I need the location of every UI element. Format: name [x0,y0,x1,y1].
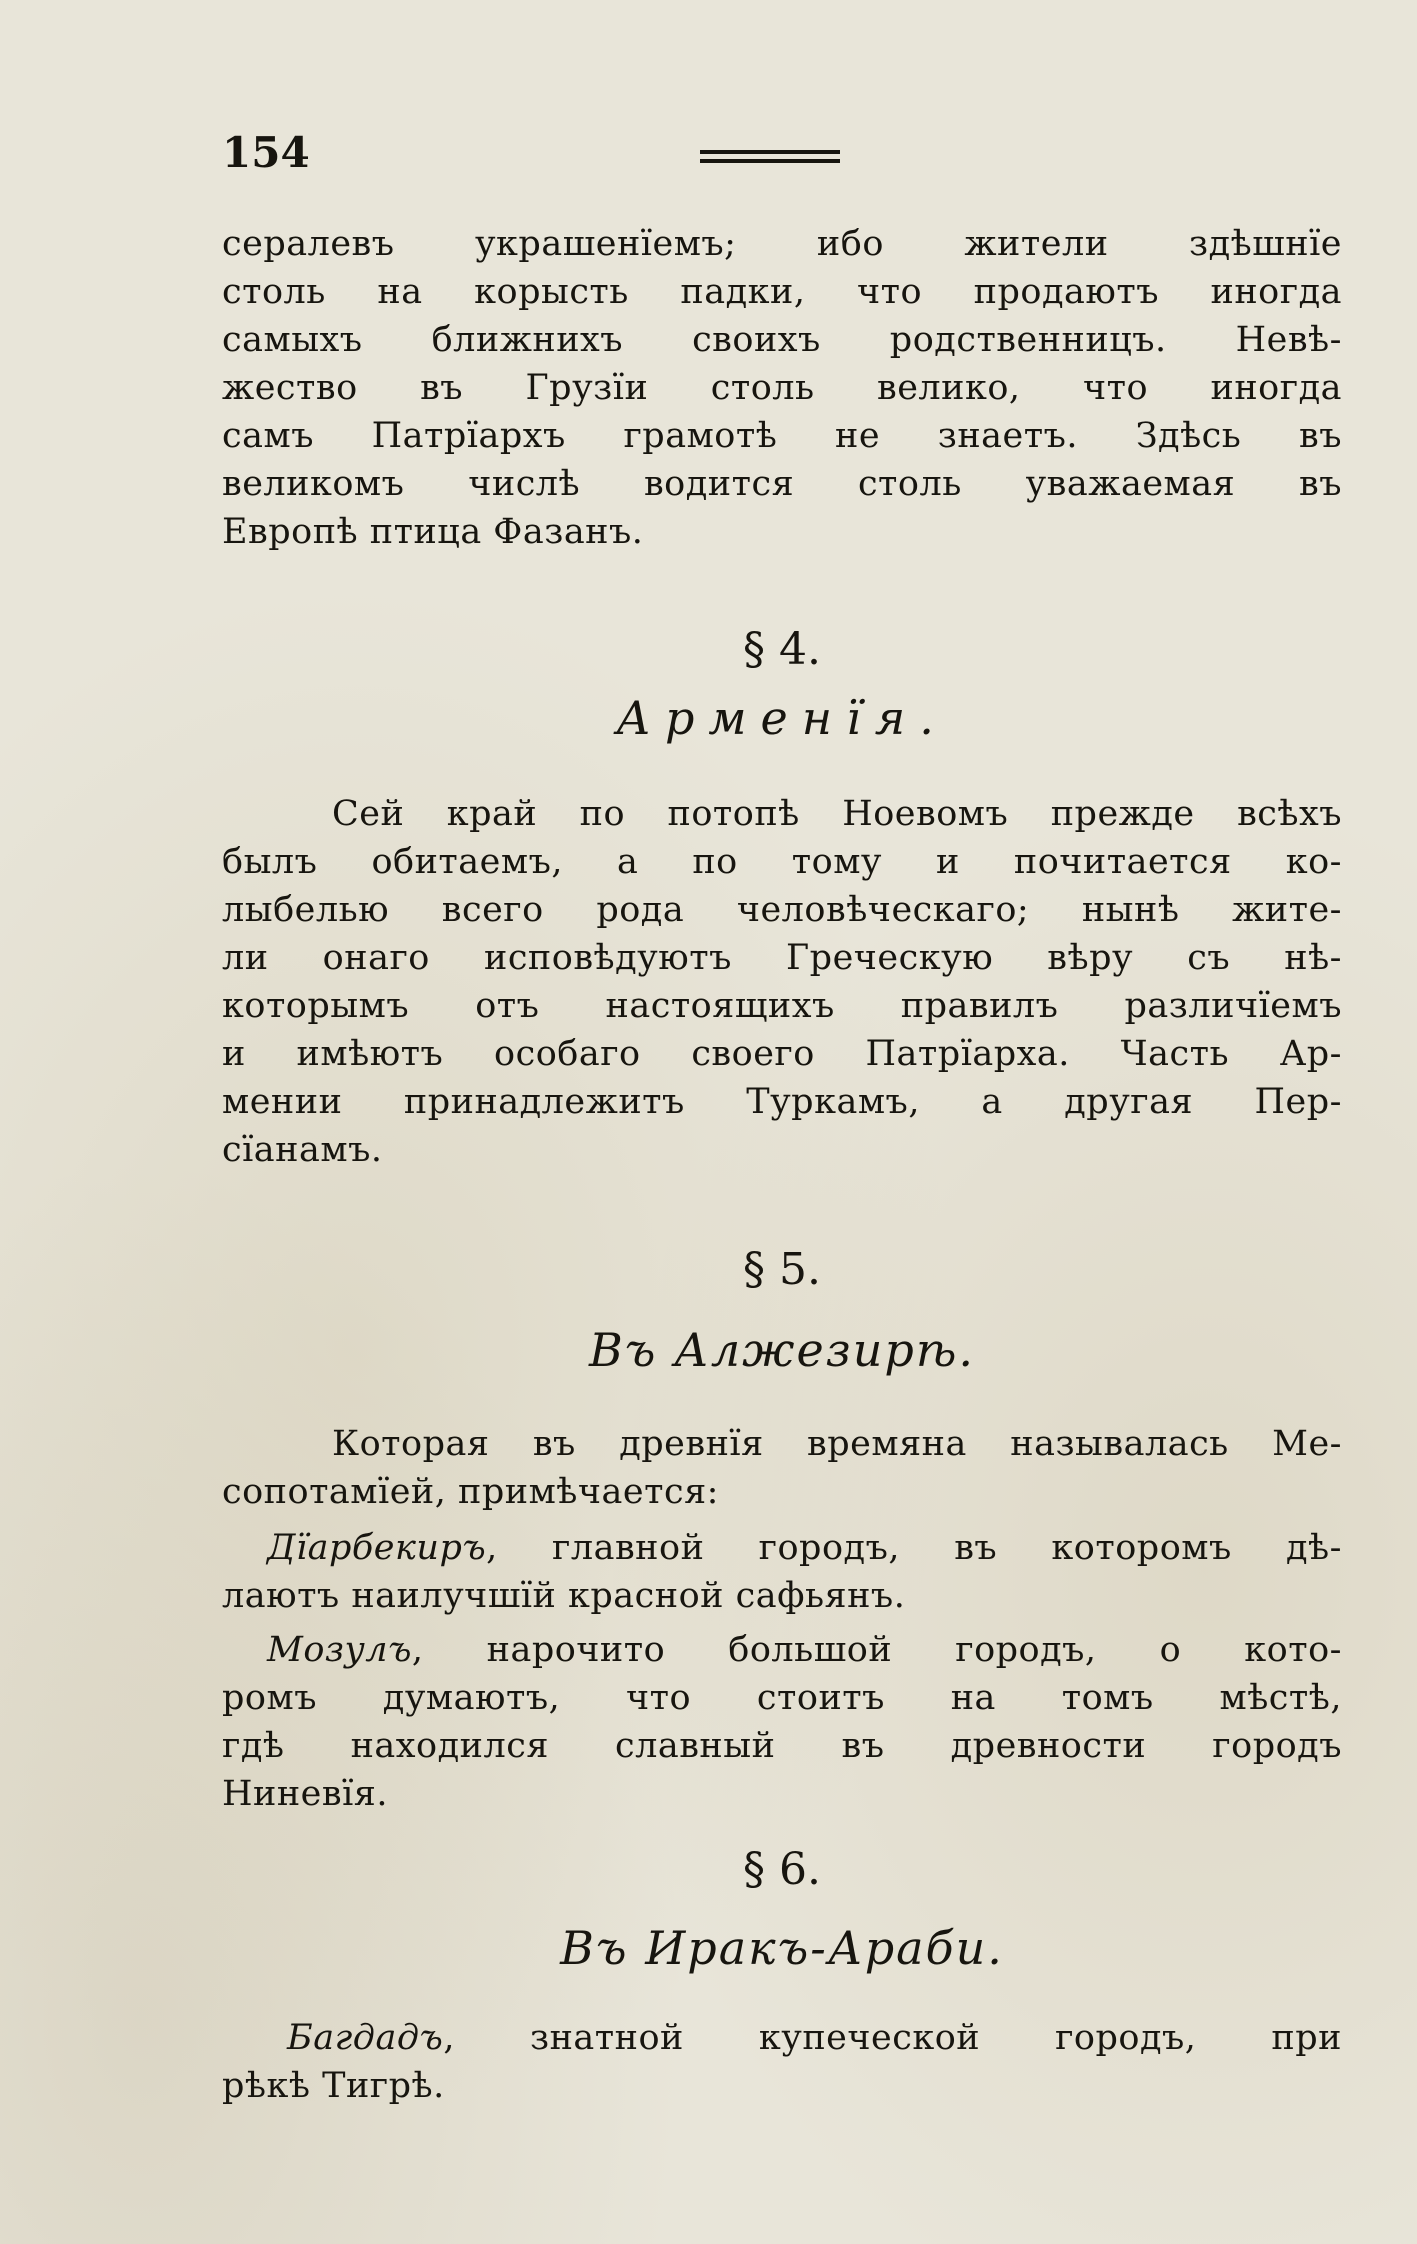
section-6 [222,1840,1342,2110]
text-line: самъ Патрїархъ грамотѣ не знаетъ. Здѣсь въ [222,416,1342,456]
text-line [222,1626,1342,1674]
text-line: гдѣ находился славный въ древности городъ [222,1726,1342,1766]
section-number: § 5. [743,1244,821,1295]
text-line: которымъ отъ настоящихъ правилъ различїемъ [222,986,1342,1026]
place-name: Дїарбекиръ [267,1528,487,1568]
text-line: Которая въ древнїя времяна называлась Ме- [332,1424,1342,1464]
text-line: Сей край по потопѣ Ноевомъ прежде всѣхъ [332,794,1342,834]
text-line: ромъ думаютъ, что стоитъ на томъ мѣстѣ, [222,1678,1342,1718]
text-line: лаютъ наилучшїй красной сафьянъ. [222,1576,906,1616]
place-name: Багдадъ [287,2018,444,2058]
text-line: Ниневїя. [222,1774,388,1814]
text-line [222,2014,1342,2062]
entry-diarbekir [222,1524,1342,1620]
text-line: лыбелью всего рода человѣческаго; нынѣ жите- [222,890,1342,930]
entry-text: , знатной купеческой городъ, при [443,2018,1342,2058]
section-title: Въ Алжезирѣ. [588,1323,976,1377]
text-line: былъ обитаемъ, а по тому и почитается ко- [222,842,1342,882]
opening-paragraph [222,220,1342,556]
section-4 [222,620,1342,1174]
text-line: мении принадлежитъ Туркамъ, а другая Пер- [222,1082,1342,1122]
section-paragraph [222,1420,1342,1516]
section-number: § 6. [743,1844,821,1895]
entry-text: , нарочито большой городъ, о кото- [411,1630,1342,1670]
entry-mozul [222,1626,1342,1818]
page-header [222,128,1342,178]
text-line: ли онаго исповѣдуютъ Греческую вѣру съ нѣ- [222,938,1342,978]
text-line: жество въ Грузїи столь велико, что иногда [222,368,1342,408]
section-title: Въ Иракъ-Араби. [560,1921,1004,1975]
text-line: великомъ числѣ водится столь уважаемая въ [222,464,1342,504]
text-line [222,1524,1342,1572]
section-paragraph [222,790,1342,1174]
text-line: Европѣ птица Фазанъ. [222,512,644,552]
text-line: самыхъ ближнихъ своихъ родственницъ. Невѣ- [222,320,1342,360]
text-line: сопотамїей, примѣчается: [222,1472,719,1512]
text-line: сїанамъ. [222,1130,383,1170]
entry-text: , главной городъ, въ которомъ дѣ- [486,1528,1342,1568]
header-double-rule [700,150,840,168]
text-line: сералевъ украшенїемъ; ибо жители здѣшнїе [222,224,1342,264]
place-name: Мозулъ [267,1630,412,1670]
section-title: Арменїя. [616,691,948,745]
text-line: и имѣютъ особаго своего Патрїарха. Часть Ар- [222,1034,1342,1074]
section-5 [222,1240,1342,1818]
page-number: 154 [222,128,310,177]
text-line: столь на корысть падки, что продаютъ иногда [222,272,1342,312]
text-line: рѣкѣ Тигрѣ. [222,2066,445,2106]
section-number: § 4. [743,624,821,675]
entry-bagdad [222,2014,1342,2110]
